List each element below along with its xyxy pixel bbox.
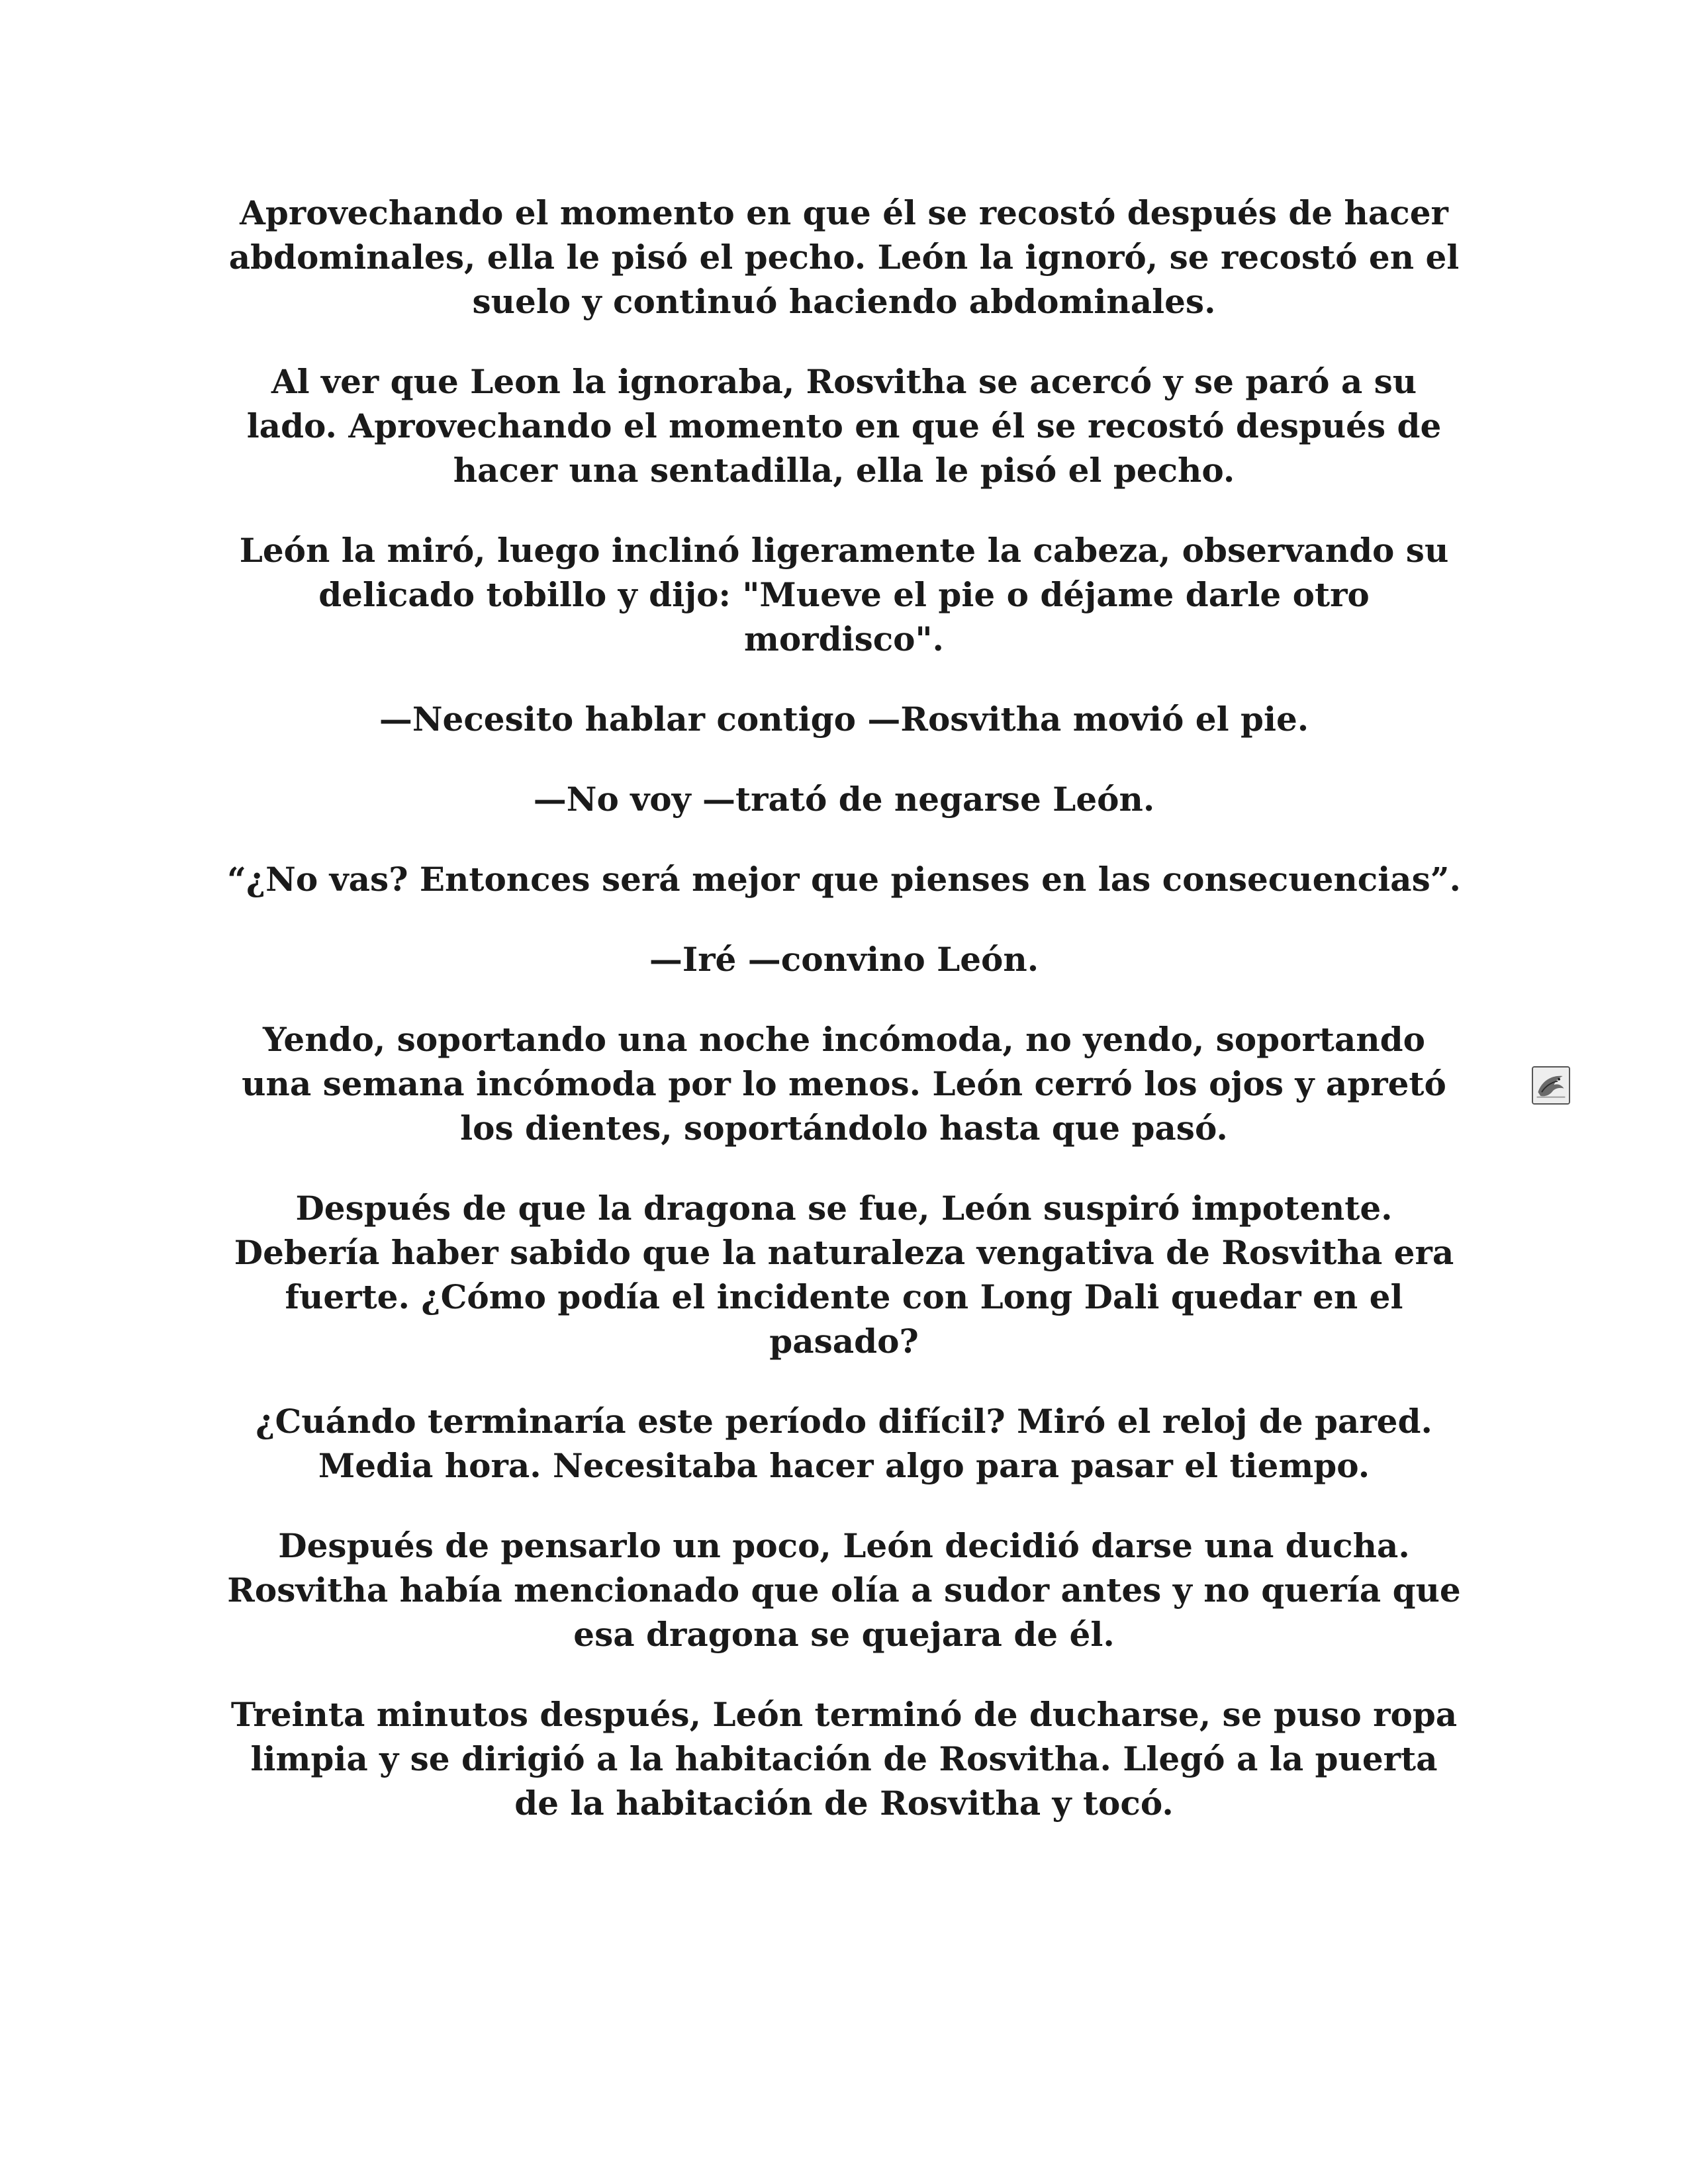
paragraph-12: Treinta minutos después, León terminó de ducharse, se puso ropa limpia y se dirigió a la habitación de Rosvitha. Llegó a la puerta de la habitación de Rosvitha y tocó. xyxy=(230,1695,1458,1823)
paragraph-8: Yendo, soportando una noche incómoda, no yendo, soportando una semana incómoda por lo menos. León cerró los ojos y apretó los dientes, soportándolo hasta que pasó. xyxy=(242,1020,1446,1148)
paragraph-1: Aprovechando el momento en que él se recostó después de hacer abdominales, ella le pisó el pecho. León la ignoró, se recostó en el suelo y continuó haciendo abdominales. xyxy=(228,193,1460,321)
paragraph-5: —No voy —trató de negarse León. xyxy=(533,780,1155,819)
paragraph-11: Después de pensarlo un poco, León decidió darse una ducha. Rosvitha había mencionado que olía a sudor antes y no quería que esa dragona se quejara de él. xyxy=(227,1526,1461,1654)
paragraph-6: “¿No vas? Entonces será mejor que pienses en las consecuencias”. xyxy=(227,860,1461,899)
paragraph-7: —Iré —convino León. xyxy=(649,940,1039,979)
paragraph-2: Al ver que Leon la ignoraba, Rosvitha se acercó y se paró a su lado. Aprovechando el momento en que él se recostó después de hacer una sentadilla, ella le pisó el pecho. xyxy=(246,362,1442,490)
story-text xyxy=(225,191,1463,1861)
paragraph-9: Después de que la dragona se fue, León suspiró impotente. Debería haber sabido que la naturaleza vengativa de Rosvitha era fuerte. ¿Cómo podía el incidente con Long Dali quedar en el pasado? xyxy=(234,1189,1454,1361)
paragraph-4: —Necesito hablar contigo —Rosvitha movió el pie. xyxy=(379,700,1309,739)
paragraph-3: León la miró, luego inclinó ligeramente la cabeza, observando su delicado tobillo y dijo: "Mueve el pie o déjame darle otro mordisco". xyxy=(239,531,1449,659)
paragraph-10: ¿Cuándo terminaría este período difícil? Miró el reloj de pared. Media hora. Necesitaba hacer algo para pasar el tiempo. xyxy=(256,1402,1432,1485)
dragon-emblem-icon[interactable] xyxy=(1532,1066,1570,1105)
